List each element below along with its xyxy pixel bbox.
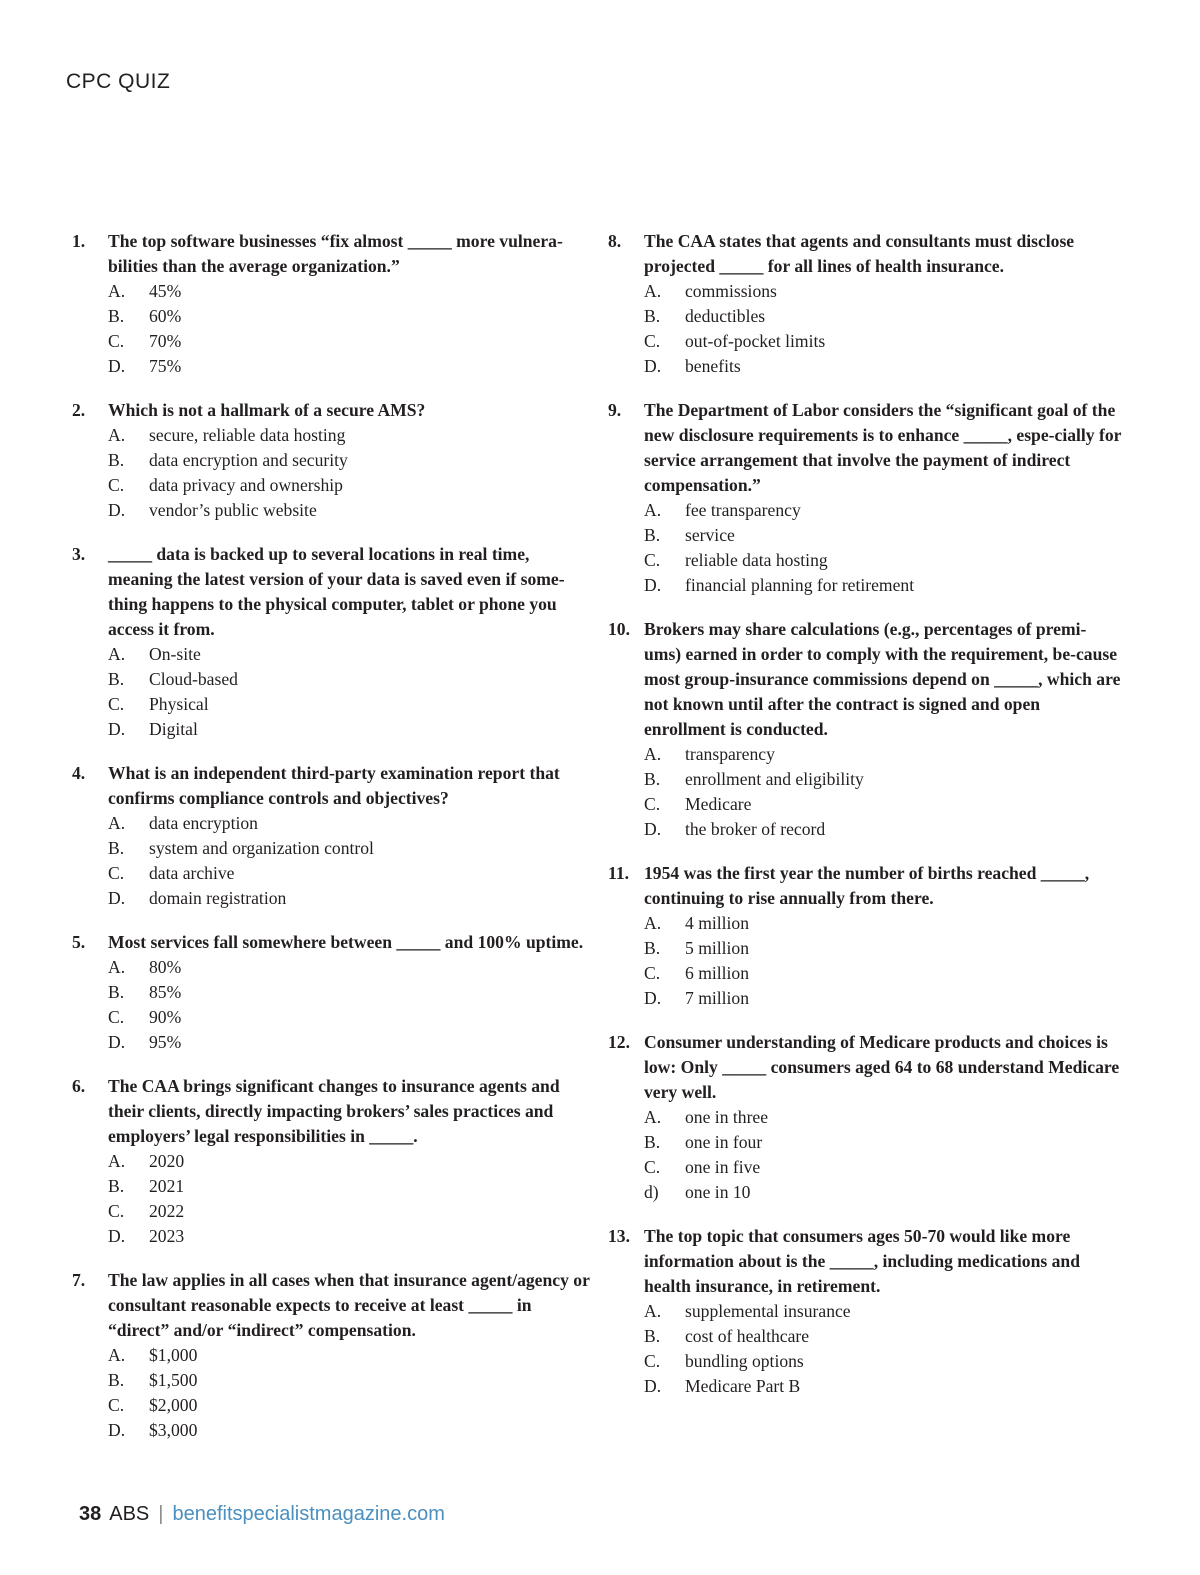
quiz-question [608, 861, 1122, 1011]
question-stem [608, 398, 1122, 498]
question-stem [72, 542, 590, 642]
answer-option [644, 523, 1122, 548]
answer-option [108, 279, 590, 304]
option-letter: D. [644, 988, 662, 1008]
question-stem [72, 1074, 590, 1149]
page-footer [79, 1503, 445, 1526]
answer-option [108, 861, 590, 886]
answer-options [608, 1299, 1122, 1399]
answer-options [72, 811, 590, 911]
option-text: commissions [685, 281, 777, 301]
option-letter: C. [644, 794, 661, 814]
question-text: 1954 was the first year the number of births reached _____, continuing to rise annually from there. [644, 863, 1090, 908]
option-letter: C. [644, 1351, 661, 1371]
option-letter: D. [108, 888, 126, 908]
answer-option [108, 498, 590, 523]
answer-options [72, 423, 590, 523]
answer-option [644, 792, 1122, 817]
option-text: 85% [149, 982, 182, 1002]
option-text: 45% [149, 281, 182, 301]
question-text: Which is not a hallmark of a secure AMS? [108, 400, 426, 420]
answer-options [608, 279, 1122, 379]
option-letter: C. [644, 1157, 661, 1177]
option-letter: C. [108, 331, 125, 351]
option-text: cost of healthcare [685, 1326, 810, 1346]
question-number: 2. [72, 400, 86, 420]
option-letter: B. [644, 1132, 661, 1152]
option-text: one in three [685, 1107, 769, 1127]
answer-option [108, 1005, 590, 1030]
option-letter: B. [644, 306, 661, 326]
option-text: one in 10 [685, 1182, 751, 1202]
option-text: 75% [149, 356, 182, 376]
question-text: _____ data is backed up to several locations in real time, meaning the latest version of your data is saved even if some-thing happens to the physical computer, tablet or phone you access it from. [108, 544, 565, 639]
answer-option [108, 717, 590, 742]
option-text: deductibles [685, 306, 766, 326]
option-text: $1,500 [149, 1370, 198, 1390]
option-text: 2020 [149, 1151, 185, 1171]
answer-options [608, 498, 1122, 598]
option-text: 2023 [149, 1226, 185, 1246]
option-text: reliable data hosting [685, 550, 828, 570]
question-stem [72, 761, 590, 811]
answer-option [108, 1199, 590, 1224]
answer-option [644, 961, 1122, 986]
answer-option [644, 1299, 1122, 1324]
option-letter: C. [108, 475, 125, 495]
answer-option [108, 1224, 590, 1249]
option-letter: A. [644, 744, 662, 764]
option-text: Cloud-based [149, 669, 238, 689]
answer-option [644, 1349, 1122, 1374]
website-link[interactable]: benefitspecialistmagazine.com [172, 1503, 445, 1525]
answer-option [108, 667, 590, 692]
option-text: transparency [685, 744, 775, 764]
quiz-question [608, 229, 1122, 379]
answer-options [72, 1343, 590, 1443]
question-stem [72, 229, 590, 279]
option-text: 70% [149, 331, 182, 351]
option-text: $3,000 [149, 1420, 198, 1440]
option-text: 2022 [149, 1201, 185, 1221]
question-text: Consumer understanding of Medicare products and choices is low: Only _____ consumers aged 64 to 68 understand Medicare very well. [644, 1032, 1120, 1102]
question-text: Brokers may share calculations (e.g., percentages of premi-ums) earned in order to comply with the requirement, be-cause most group-insurance commissions depend on _____, which are not known until after the contract is signed and open enrollment is conducted. [644, 619, 1121, 739]
option-text: vendor’s public website [149, 500, 317, 520]
option-letter: C. [644, 550, 661, 570]
question-text: Most services fall somewhere between _____ and 100% uptime. [108, 932, 584, 952]
question-number: 6. [72, 1076, 86, 1096]
quiz-question [608, 1224, 1122, 1399]
answer-option [644, 354, 1122, 379]
option-text: 4 million [685, 913, 750, 933]
option-letter: B. [108, 306, 125, 326]
question-number: 5. [72, 932, 86, 952]
question-stem [608, 617, 1122, 742]
answer-option [644, 1180, 1122, 1205]
option-text: 90% [149, 1007, 182, 1027]
option-letter: B. [644, 525, 661, 545]
option-text: one in five [685, 1157, 761, 1177]
answer-option [644, 911, 1122, 936]
question-stem [72, 398, 590, 423]
question-text: The law applies in all cases when that insurance agent/agency or consultant reasonable expects to receive at least _____ in “direct” and/or “indirect” compensation. [108, 1270, 590, 1340]
answer-option [644, 986, 1122, 1011]
answer-option [644, 498, 1122, 523]
answer-option [644, 279, 1122, 304]
option-text: bundling options [685, 1351, 804, 1371]
option-text: secure, reliable data hosting [149, 425, 346, 445]
answer-option [108, 811, 590, 836]
option-letter: B. [108, 1370, 125, 1390]
question-text: The top topic that consumers ages 50-70 would like more information about is the _____, including medications and health insurance, in retirement. [644, 1226, 1080, 1296]
option-text: data archive [149, 863, 235, 883]
answer-option [644, 1130, 1122, 1155]
answer-option [108, 955, 590, 980]
question-stem [608, 229, 1122, 279]
answer-option [108, 448, 590, 473]
answer-option [644, 304, 1122, 329]
quiz-question [72, 930, 590, 1055]
question-stem [608, 861, 1122, 911]
option-letter: A. [108, 425, 126, 445]
question-stem [72, 930, 590, 955]
quiz-question [72, 398, 590, 523]
question-text: What is an independent third-party examination report that confirms compliance controls and objectives? [108, 763, 560, 808]
option-letter: C. [644, 963, 661, 983]
option-letter: A. [108, 813, 126, 833]
option-letter: D. [108, 500, 126, 520]
option-letter: D. [108, 1032, 126, 1052]
answer-option [108, 329, 590, 354]
option-letter: A. [644, 913, 662, 933]
question-text: The Department of Labor considers the “significant goal of the new disclosure requirements is to enhance _____, espe-cially for service arrangement that involve the payment of indirect compensation.” [644, 400, 1122, 495]
option-text: 60% [149, 306, 182, 326]
answer-options [608, 911, 1122, 1011]
option-text: enrollment and eligibility [685, 769, 864, 789]
option-letter: B. [108, 838, 125, 858]
answer-option [108, 304, 590, 329]
option-text: 80% [149, 957, 182, 977]
option-text: Medicare Part B [685, 1376, 801, 1396]
answer-option [644, 1155, 1122, 1180]
option-text: financial planning for retirement [685, 575, 915, 595]
option-text: Medicare [685, 794, 752, 814]
option-letter: A. [108, 1151, 126, 1171]
option-letter: A. [644, 500, 662, 520]
publication-name: ABS [109, 1503, 150, 1525]
option-text: 95% [149, 1032, 182, 1052]
question-number: 1. [72, 231, 86, 251]
option-letter: D. [108, 356, 126, 376]
page-header-title: CPC QUIZ [66, 70, 171, 93]
question-stem [608, 1224, 1122, 1299]
option-text: On-site [149, 644, 201, 664]
answer-options [72, 955, 590, 1055]
answer-option [108, 1174, 590, 1199]
option-text: out-of-pocket limits [685, 331, 826, 351]
answer-option [644, 1105, 1122, 1130]
option-text: $1,000 [149, 1345, 198, 1365]
footer-separator: | [158, 1503, 164, 1525]
option-letter: D. [644, 575, 662, 595]
option-text: fee transparency [685, 500, 801, 520]
answer-option [644, 817, 1122, 842]
option-letter: d) [644, 1182, 659, 1202]
answer-option [644, 548, 1122, 573]
option-letter: B. [108, 450, 125, 470]
option-letter: A. [108, 957, 126, 977]
answer-option [108, 354, 590, 379]
question-number: 8. [608, 231, 622, 251]
option-letter: C. [108, 1201, 125, 1221]
answer-options [72, 279, 590, 379]
option-letter: C. [108, 694, 125, 714]
question-number: 7. [72, 1270, 86, 1290]
question-number: 9. [608, 400, 622, 420]
option-letter: B. [644, 938, 661, 958]
answer-options [608, 742, 1122, 842]
option-letter: D. [108, 1226, 126, 1246]
option-text: domain registration [149, 888, 287, 908]
option-letter: A. [108, 1345, 126, 1365]
quiz-question [72, 1074, 590, 1249]
answer-option [644, 742, 1122, 767]
option-letter: C. [108, 1007, 125, 1027]
option-letter: D. [644, 1376, 662, 1396]
quiz-question [72, 1268, 590, 1443]
answer-option [644, 329, 1122, 354]
option-text: benefits [685, 356, 741, 376]
option-letter: A. [108, 644, 126, 664]
answer-option [108, 1368, 590, 1393]
question-number: 10. [608, 619, 630, 639]
quiz-question [608, 398, 1122, 598]
option-text: supplemental insurance [685, 1301, 851, 1321]
option-text: 6 million [685, 963, 750, 983]
option-text: Physical [149, 694, 209, 714]
quiz-question [608, 1030, 1122, 1205]
option-letter: A. [644, 281, 662, 301]
answer-option [108, 473, 590, 498]
option-text: data encryption and security [149, 450, 348, 470]
option-letter: D. [644, 356, 662, 376]
option-letter: B. [108, 669, 125, 689]
answer-option [108, 642, 590, 667]
quiz-question [608, 617, 1122, 842]
option-letter: B. [644, 1326, 661, 1346]
option-letter: D. [644, 819, 662, 839]
answer-options [72, 642, 590, 742]
questions-column-left [72, 229, 590, 1462]
answer-option [108, 980, 590, 1005]
quiz-question [72, 542, 590, 742]
option-letter: D. [108, 719, 126, 739]
option-letter: A. [644, 1301, 662, 1321]
question-number: 4. [72, 763, 86, 783]
option-letter: B. [108, 1176, 125, 1196]
option-text: 2021 [149, 1176, 185, 1196]
answer-options [72, 1149, 590, 1249]
option-text: service [685, 525, 735, 545]
answer-option [108, 1418, 590, 1443]
answer-options [608, 1105, 1122, 1205]
option-text: 5 million [685, 938, 750, 958]
question-text: The CAA states that agents and consultants must disclose projected _____ for all lines of health insurance. [644, 231, 1075, 276]
answer-option [644, 936, 1122, 961]
option-letter: D. [108, 1420, 126, 1440]
question-number: 3. [72, 544, 86, 564]
answer-option [108, 1393, 590, 1418]
option-letter: A. [108, 281, 126, 301]
questions-column-right [608, 229, 1122, 1418]
answer-option [108, 423, 590, 448]
option-letter: B. [108, 982, 125, 1002]
option-letter: C. [108, 863, 125, 883]
question-text: The CAA brings significant changes to insurance agents and their clients, directly impacting brokers’ sales practices and employers’ legal responsibilities in _____. [108, 1076, 560, 1146]
option-text: 7 million [685, 988, 750, 1008]
question-number: 11. [608, 863, 630, 883]
answer-option [108, 886, 590, 911]
option-letter: C. [644, 331, 661, 351]
option-text: system and organization control [149, 838, 374, 858]
answer-option [644, 1324, 1122, 1349]
answer-option [108, 1343, 590, 1368]
answer-option [644, 1374, 1122, 1399]
question-number: 13. [608, 1226, 630, 1246]
answer-option [108, 1149, 590, 1174]
answer-option [108, 692, 590, 717]
option-text: one in four [685, 1132, 763, 1152]
question-text: The top software businesses “fix almost _____ more vulnera-bilities than the average organization.” [108, 231, 563, 276]
quiz-question [72, 229, 590, 379]
option-text: Digital [149, 719, 198, 739]
option-text: the broker of record [685, 819, 826, 839]
option-letter: B. [644, 769, 661, 789]
question-stem [72, 1268, 590, 1343]
quiz-question [72, 761, 590, 911]
option-text: data encryption [149, 813, 258, 833]
question-stem [608, 1030, 1122, 1105]
answer-option [108, 1030, 590, 1055]
answer-option [644, 573, 1122, 598]
option-letter: A. [644, 1107, 662, 1127]
question-number: 12. [608, 1032, 630, 1052]
answer-option [644, 767, 1122, 792]
option-text: data privacy and ownership [149, 475, 343, 495]
option-letter: C. [108, 1395, 125, 1415]
option-text: $2,000 [149, 1395, 198, 1415]
answer-option [108, 836, 590, 861]
page-number: 38 [79, 1503, 102, 1525]
